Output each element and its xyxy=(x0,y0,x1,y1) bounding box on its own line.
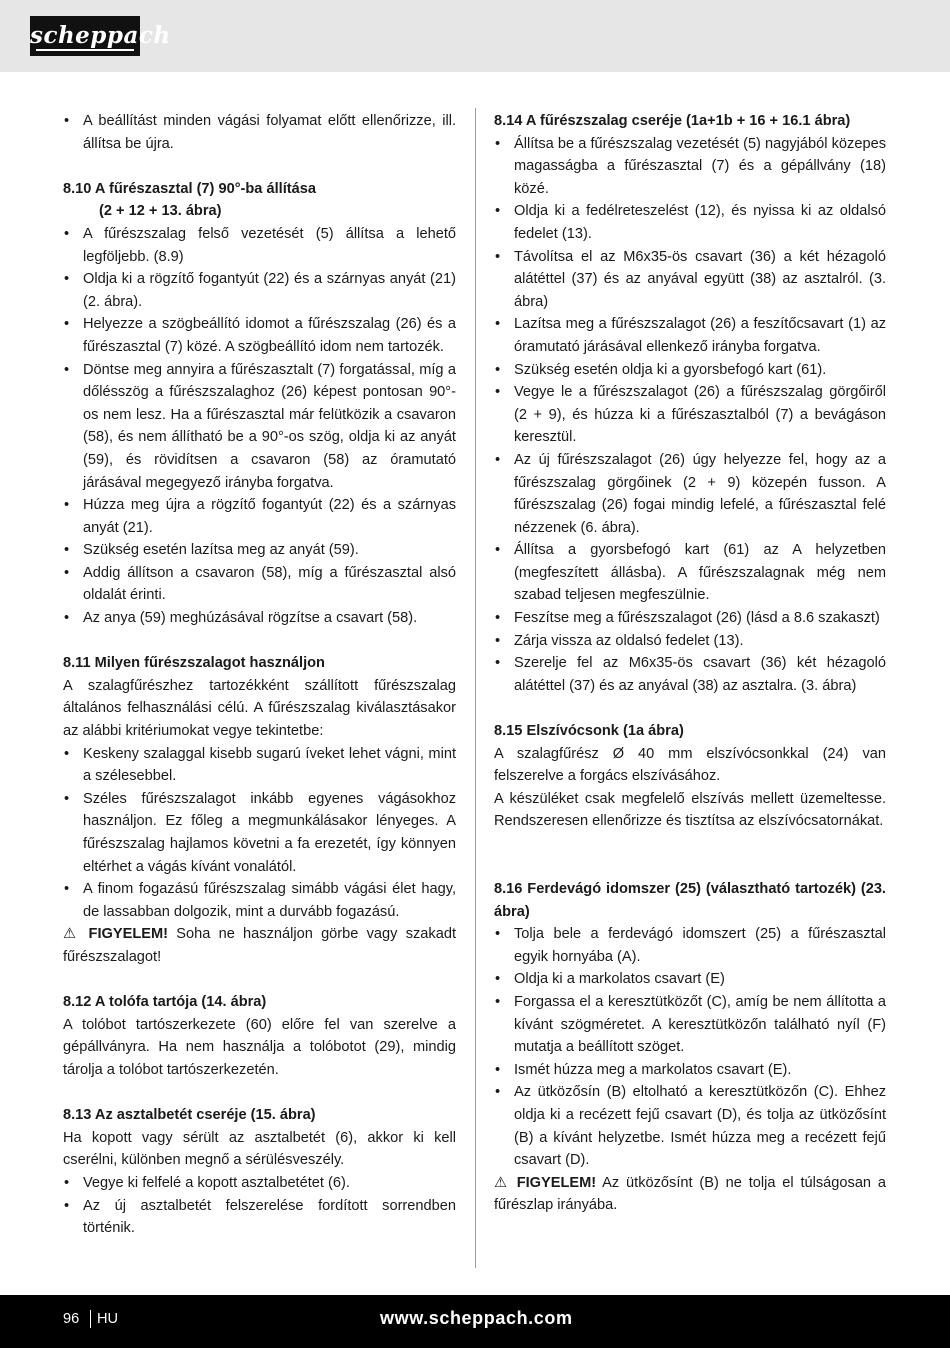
list-item: • A fűrészszalag felső vezetését (5) állítsa a lehető legföljebb. (8.9) xyxy=(63,223,456,268)
list-item: • Az ütközősín (B) eltolható a keresztütközőn (C). Ehhez oldja ki a recézett fejű csavart (D), és tolja az ütközősínt (B) a kívánt helyzetbe. Ismét húzza meg a recézett fejű csavart (D). xyxy=(494,1081,886,1171)
warning-note xyxy=(63,923,456,968)
list-item: • Zárja vissza az oldalsó fedelet (13). xyxy=(494,630,886,653)
warning-text: Az ütközősínt (B) ne tolja el túlságosan a fűrészlap irányába. xyxy=(494,1174,886,1214)
paragraph: A szalagfűrészhez tartozékként szállított fűrészszalag általános felhasználási célú. A fűrészszalag kiválasztásakor az alábbi kritériumokat vegye tekintetbe: xyxy=(63,677,456,740)
section-8-15 xyxy=(494,720,886,833)
warning-icon: ⚠ xyxy=(63,926,81,943)
list-item: • Szükség esetén lazítsa meg az anyát (59). xyxy=(63,539,456,562)
list-item: • Vegye le a fűrészszalagot (26) a fűrészszalag görgőiről (2 + 9), és húzza ki a fűrészasztalból (7) a bevágáson keresztül. xyxy=(494,381,886,449)
paragraph: A készüléket csak megfelelő elszívás mellett üzemeltesse. Rendszeresen ellenőrizze és tisztítsa az elszívócsatornákat. xyxy=(494,790,886,830)
warning-text: Soha ne használjon görbe vagy szakadt fűrészszalagot! xyxy=(63,926,456,965)
paragraph: Ha kopott vagy sérült az asztalbetét (6), akkor ki kell cserélni, különben megnő a sérülésveszély. xyxy=(63,1129,456,1169)
bullet-list xyxy=(494,133,886,698)
left-column xyxy=(63,110,456,1240)
list-item: • Keskeny szalaggal kisebb sugarú íveket lehet vágni, mint a szélesebbel. xyxy=(63,743,456,788)
list-item: • Oldja ki a rögzítő fogantyút (22) és a szárnyas anyát (21) (2. ábra). xyxy=(63,268,456,313)
section-heading: 8.15 Elszívócsonk (1a ábra) xyxy=(494,723,684,740)
footer-band xyxy=(0,1295,950,1348)
list-item: • Szerelje fel az M6x35-ös csavart (36) két hézagoló alátéttel (37) és az anyával (38) az asztalra. (3. ábra) xyxy=(494,652,886,697)
list-item: • Az anya (59) meghúzásával rögzítse a csavart (58). xyxy=(63,607,456,630)
section-heading: 8.13 Az asztalbetét cseréje (15. ábra) xyxy=(63,1107,316,1124)
list-item: • Távolítsa el az M6x35-ös csavart (36) a két hézagoló alátéttel (37) és az anyával együtt (38) az asztalról. (3. ábra) xyxy=(494,246,886,314)
section-heading: 8.14 A fűrészszalag cseréje (1a+1b + 16 + 16.1 ábra) xyxy=(494,113,851,129)
section-heading: 8.11 Milyen fűrészszalagot használjon xyxy=(63,655,325,672)
paragraph: A tolóbot tartószerkezete (60) előre fel van szerelve a gépállványra. Ha nem használja a tolóbotot (29), mindig tárolja a tolóbot tartószerkezetén. xyxy=(63,1016,456,1078)
list-item: • Oldja ki a fedélreteszelést (12), és nyissa ki az oldalsó fedelet (13). xyxy=(494,200,886,245)
intro-section xyxy=(63,110,456,155)
list-item: • Feszítse meg a fűrészszalagot (26) (lásd a 8.6 szakaszt) xyxy=(494,607,886,630)
header-band xyxy=(0,0,950,72)
section-8-11 xyxy=(63,652,456,968)
list-item: • Állítsa a gyorsbefogó kart (61) az A helyzetben (megfeszített állásba). A fűrészszalagnak még nem szabad teljesen megfeszülnie. xyxy=(494,539,886,607)
bullet-list xyxy=(63,1172,456,1240)
brand-logo: scheppach xyxy=(30,16,140,56)
section-subheading: (2 + 12 + 13. ábra) xyxy=(99,203,222,220)
column-divider xyxy=(475,108,476,1268)
warning-note xyxy=(494,1172,886,1217)
list-item: • Lazítsa meg a fűrészszalagot (26) a feszítőcsavart (1) az óramutató járásával ellenkező irányba forgatva. xyxy=(494,313,886,358)
warning-title: FIGYELEM! xyxy=(88,926,168,943)
website-link[interactable]: www.scheppach.com xyxy=(380,1308,573,1328)
section-8-10 xyxy=(63,178,456,630)
list-item: • Az új asztalbetét felszerelése fordított sorrendben történik. xyxy=(63,1195,456,1240)
bullet-list xyxy=(494,923,886,1172)
section-8-12 xyxy=(63,991,456,1081)
section-8-14 xyxy=(494,110,886,697)
language-code: HU xyxy=(97,1311,119,1327)
list-item: • Húzza meg újra a rögzítő fogantyút (22) és a szárnyas anyát (21). xyxy=(63,494,456,539)
list-item: • Ismét húzza meg a markolatos csavart (E). xyxy=(494,1059,886,1082)
section-8-16 xyxy=(494,878,886,1217)
list-item: • Állítsa be a fűrészszalag vezetését (5) nagyjából közepes magasságba a fűrészasztal (7) és a gépállvány (18) közé. xyxy=(494,133,886,201)
list-item: • Helyezze a szögbeállító idomot a fűrészszalag (26) és a fűrészasztal (7) közé. A szögbeállító idom nem tartozék. xyxy=(63,313,456,358)
list-item: • Döntse meg annyira a fűrészasztalt (7) forgatással, míg a dőlésszög a fűrészszalaghoz (26) képest pontosan 90°-os nem lesz. Ha a fűrészasztal már felütközik a csavaron (58), és nem állítható be a 90°-os szög, oldja ki az anyát (59), és rövidítsen a csavaron (58) az óramutató járásával megegyező irányba forgatva. xyxy=(63,359,456,495)
bullet-list xyxy=(63,223,456,630)
paragraph: A szalagfűrész Ø 40 mm elszívócsonkkal (24) van felszerelve a forgács elszívásához. xyxy=(494,745,886,785)
section-heading: 8.10 A fűrészasztal (7) 90°-ba állítása xyxy=(63,180,316,197)
warning-title: FIGYELEM! xyxy=(516,1174,597,1191)
list-item: • Szükség esetén oldja ki a gyorsbefogó kart (61). xyxy=(494,359,886,382)
section-heading: 8.12 A tolófa tartója (14. ábra) xyxy=(63,994,267,1011)
section-heading: 8.16 Ferdevágó idomszer (25) (választható tartozék) (23. ábra) xyxy=(494,881,886,920)
bullet-list xyxy=(63,743,456,924)
list-item: • Széles fűrészszalagot inkább egyenes vágásokhoz használjon. Ez főleg a megmunkálásakor lényeges. A fűrészszalag hajlamos követni a fa erezetét, így könnyen eltérhet a vágás kívánt vonalától. xyxy=(63,788,456,878)
list-item: • Addig állítson a csavaron (58), míg a fűrészasztal alsó oldalát érinti. xyxy=(63,562,456,607)
list-item: • Tolja bele a ferdevágó idomszert (25) a fűrészasztal egyik hornyába (A). xyxy=(494,923,886,968)
page-number: 96 xyxy=(63,1311,80,1327)
warning-icon: ⚠ xyxy=(494,1174,510,1191)
right-column xyxy=(494,110,886,1217)
bullet-list xyxy=(63,110,456,155)
list-item: • A finom fogazású fűrészszalag simább vágási élet hagy, de lassabban dolgozik, mint a durvább fogazású. xyxy=(63,878,456,923)
list-item: • Forgassa el a keresztütközőt (C), amíg be nem állította a kívánt szögméretet. A keresztütközőn található nyíl (F) mutatja a beállított szöget. xyxy=(494,991,886,1059)
footer-separator xyxy=(90,1310,91,1328)
list-item: • Az új fűrészszalagot (26) úgy helyezze fel, hogy az a fűrészszalag görgőinek (2 + 9) közepén fusson. A fűrészszalag (26) fogai mindig lefelé, a fűrészasztal felé nézzenek (6. ábra). xyxy=(494,449,886,539)
section-8-13 xyxy=(63,1104,456,1240)
list-item: • Vegye ki felfelé a kopott asztalbetétet (6). xyxy=(63,1172,456,1195)
list-item: • A beállítást minden vágási folyamat előtt ellenőrizze, ill. állítsa be újra. xyxy=(63,110,456,155)
list-item: • Oldja ki a markolatos csavart (E) xyxy=(494,968,886,991)
